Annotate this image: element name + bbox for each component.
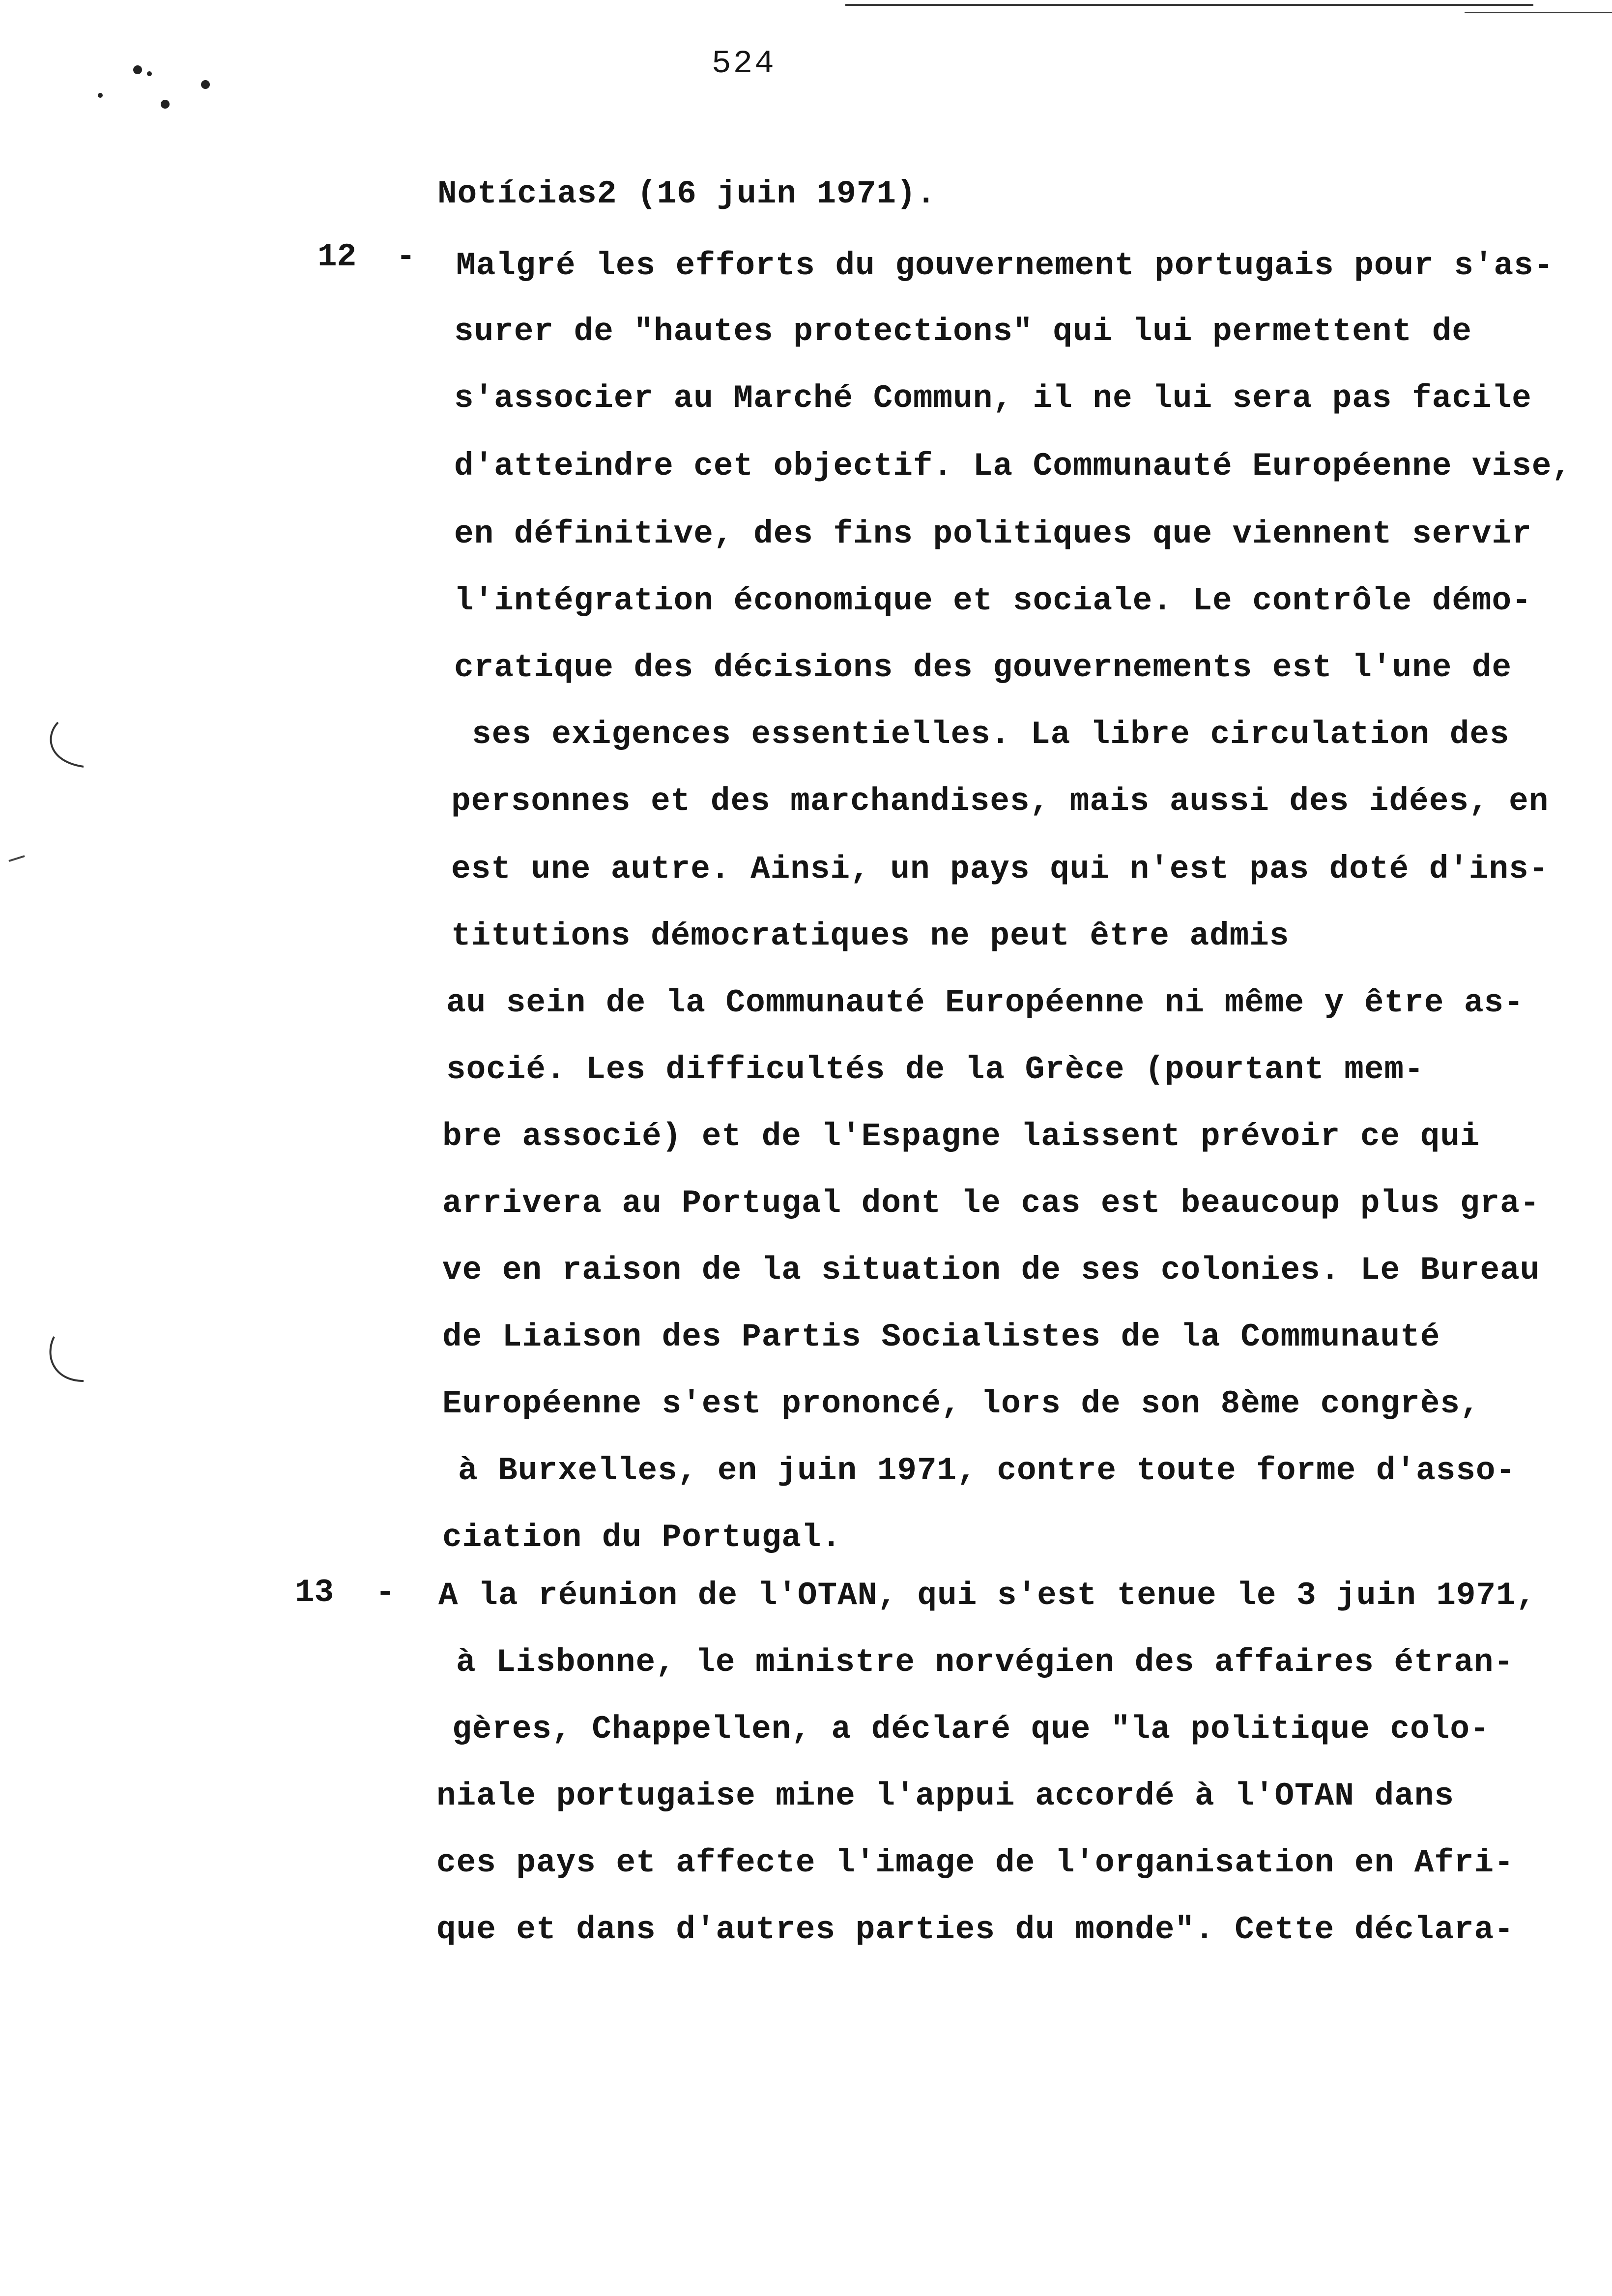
item-12-dash: - [396, 238, 416, 275]
item-12-number: 12 [317, 238, 357, 275]
item-12-line: à Burxelles, en juin 1971, contre toute forme d'asso- [458, 1452, 1516, 1489]
item-13-line: A la réunion de l'OTAN, qui s'est tenue le 3 juin 1971, [438, 1577, 1536, 1614]
item-12-line: ses exigences essentielles. La libre circulation des [472, 716, 1510, 753]
item-13-line: que et dans d'autres parties du monde". Cette déclara- [436, 1911, 1514, 1948]
speck-marks [88, 59, 216, 123]
item-12-line: au sein de la Communauté Européenne ni même y être as- [446, 984, 1524, 1021]
item-12-line: s'associer au Marché Commun, il ne lui sera pas facile [454, 380, 1532, 417]
item-12-line: cratique des décisions des gouvernements est l'une de [454, 649, 1512, 686]
item-12-line: en définitive, des fins politiques que viennent servir [454, 516, 1532, 552]
item-12-line: socié. Les difficultés de la Grèce (pourtant mem- [446, 1051, 1424, 1088]
item-12-line: titutions démocratiques ne peut être admis [451, 918, 1290, 954]
item-12-line: ve en raison de la situation de ses colonies. Le Bureau [442, 1252, 1540, 1289]
top-edge-rule-short [1465, 12, 1612, 13]
item-12-line: arrivera au Portugal dont le cas est beaucoup plus gra- [442, 1185, 1540, 1222]
item-13-line: ces pays et affecte l'image de l'organisation en Afri- [436, 1844, 1514, 1881]
item-12-line: l'intégration économique et sociale. Le contrôle démo- [454, 582, 1532, 619]
item-13-number: 13 [295, 1574, 334, 1611]
binding-hole-mark [39, 718, 98, 776]
item-12-line: surer de "hautes protections" qui lui permettent de [454, 313, 1472, 350]
item-12-line: d'atteindre cet objectif. La Communauté Européenne vise, [454, 448, 1572, 485]
item-12-line: personnes et des marchandises, mais aussi des idées, en [451, 783, 1549, 820]
item-13-line: niale portugaise mine l'appui accordé à l'OTAN dans [436, 1778, 1454, 1814]
item-12-line: de Liaison des Partis Socialistes de la Communauté [442, 1319, 1440, 1355]
item-12-line: Européenne s'est prononcé, lors de son 8ème congrès, [442, 1385, 1480, 1422]
item-12-line: bre associé) et de l'Espagne laissent prévoir ce qui [442, 1118, 1480, 1155]
item-13-dash: - [375, 1574, 395, 1611]
margin-tick-mark [5, 850, 34, 865]
item-12-line: Malgré les efforts du gouvernement portugais pour s'as- [456, 247, 1554, 284]
item-12-line: est une autre. Ainsi, un pays qui n'est pas doté d'ins- [451, 851, 1549, 888]
top-edge-rule [845, 4, 1533, 6]
item-13-line: gères, Chappellen, a déclaré que "la politique colo- [452, 1711, 1490, 1748]
item-12-line: ciation du Portugal. [442, 1519, 842, 1556]
binding-hole-mark [34, 1327, 103, 1396]
item-13-line: à Lisbonne, le ministre norvégien des affaires étran- [456, 1644, 1514, 1681]
page-number: 524 [712, 45, 776, 82]
intro-line: Notícias2 (16 juin 1971). [437, 175, 937, 212]
